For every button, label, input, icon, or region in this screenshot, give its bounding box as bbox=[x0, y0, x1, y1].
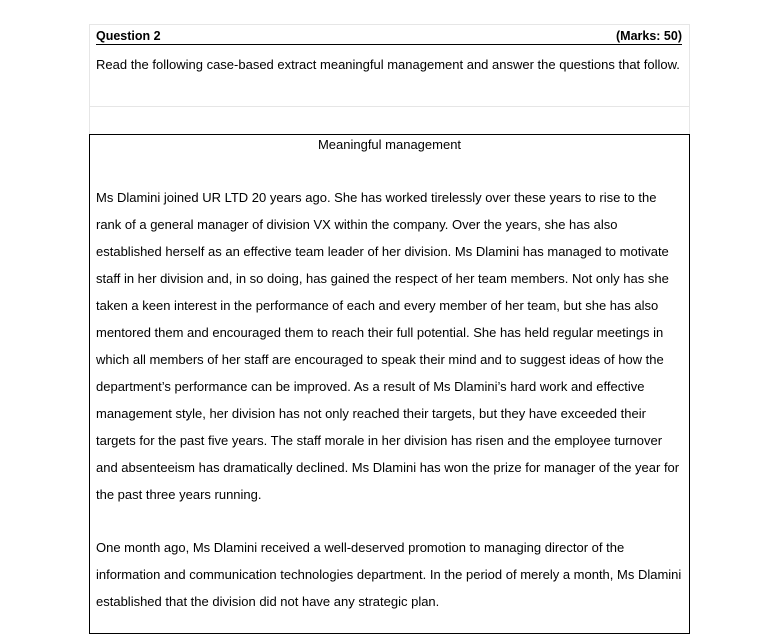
question-marks: (Marks: 50) bbox=[616, 29, 682, 43]
table-row-divider bbox=[89, 106, 690, 107]
question-instruction: Read the following case-based extract meaningful management and answer the questions that follow. bbox=[96, 57, 680, 72]
question-header bbox=[96, 28, 682, 45]
question-title: Question 2 bbox=[96, 29, 161, 43]
case-paragraph-2: One month ago, Ms Dlamini received a well-deserved promotion to managing director of the information and communication technologies department. In the period of merely a month, Ms Dlamini established that the division did not have any strategic plan. bbox=[96, 540, 682, 609]
case-paragraph-1: Ms Dlamini joined UR LTD 20 years ago. She has worked tirelessly over these years to rise to the rank of a general manager of division VX within the company. Over the years, she has also established herself as an effective team leader of her division. Ms Dlamini has managed to motivate staff in her division and, in so doing, has gained the respect of her team members. Not only has she taken a keen interest in the performance of each and every member of her team, but she has also mentored them and encouraged them to reach their full potential. She has held regular meetings in which all members of her staff are encouraged to speak their mind and to suggest ideas of how the department’s performance can be improved. As a result of Ms Dlamini’s hard work and effective management style, her division has not only reached their targets, but they have exceeded their targets for the past five years. The staff morale in her division has risen and the employee turnover and absenteeism has dramatically declined. Ms Dlamini has won the prize for manager of the year for the past three years running. bbox=[96, 190, 680, 502]
case-study-title: Meaningful management bbox=[317, 137, 462, 152]
